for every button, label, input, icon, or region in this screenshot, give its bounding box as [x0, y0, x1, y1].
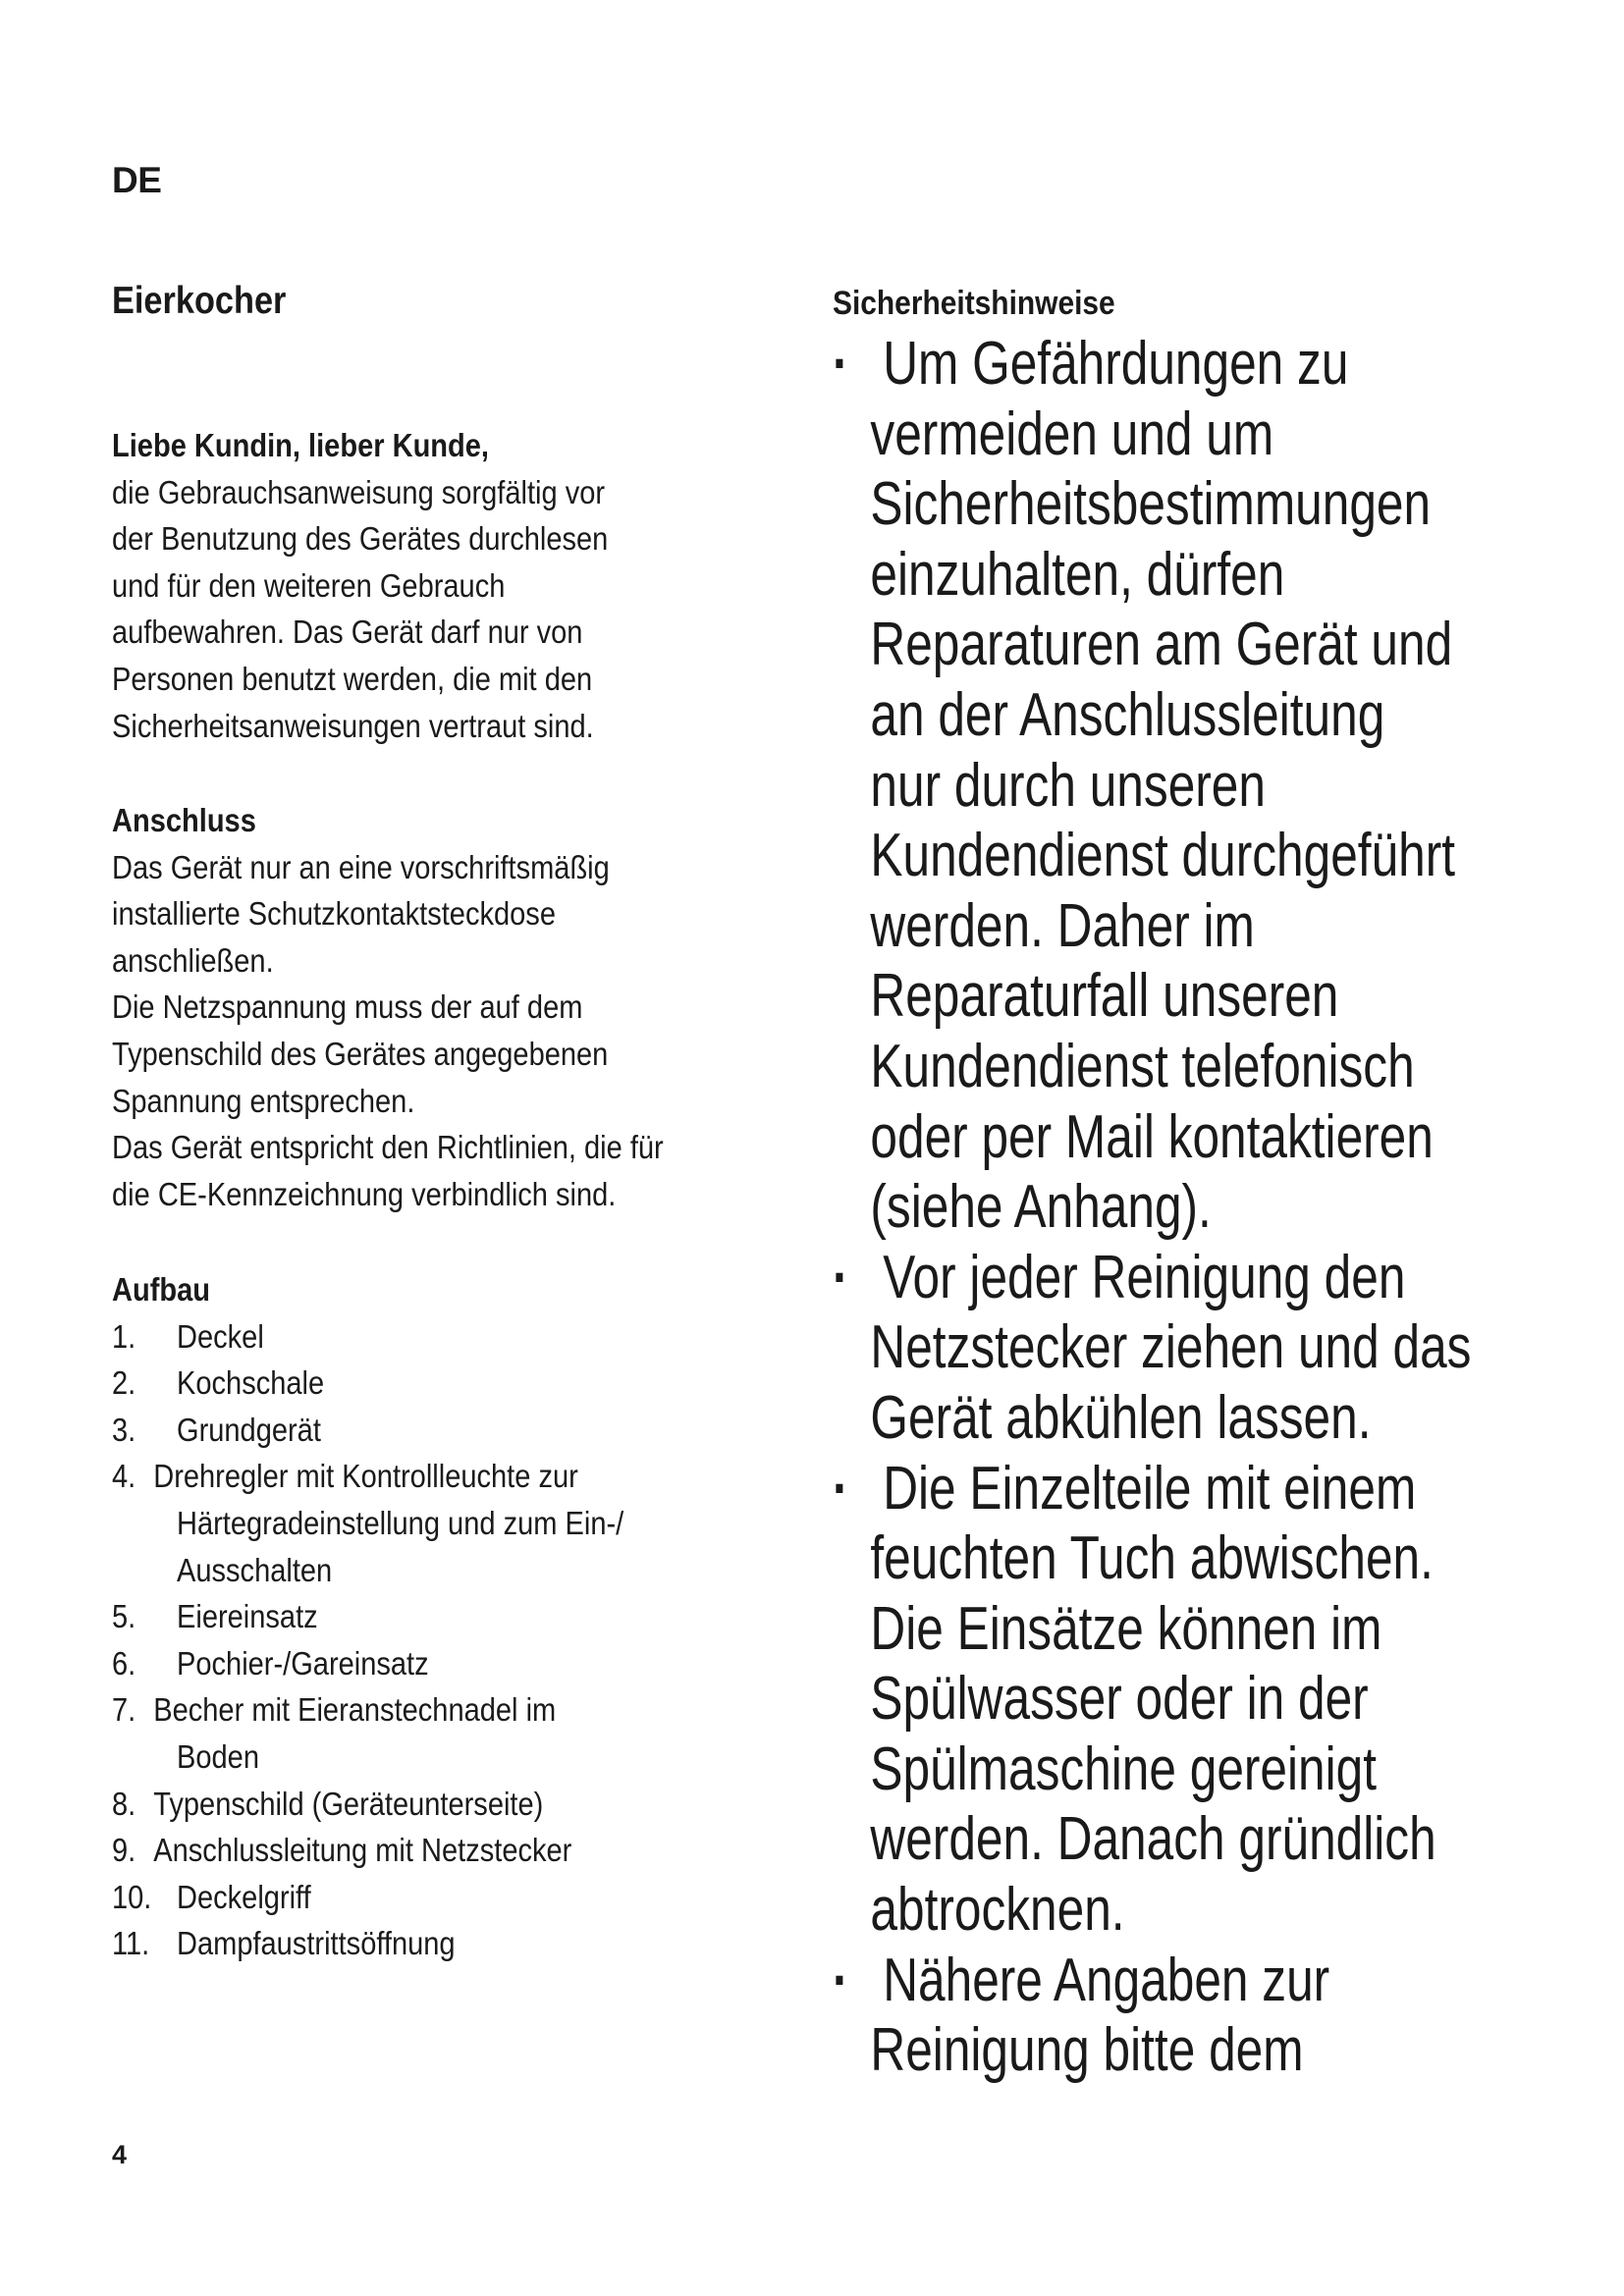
item-text: Deckel	[177, 1317, 264, 1355]
item-number: 10.	[112, 1878, 152, 1915]
item-number: 6.	[112, 1644, 136, 1682]
greeting-line: aufbewahren. Das Gerät darf nur von	[112, 614, 583, 651]
item-text: Drehregler mit Kontrollleuchte zur	[153, 1458, 578, 1495]
item-number: 1.	[112, 1317, 136, 1355]
safety-item	[833, 1946, 1598, 2086]
connection-line: Typenschild des Gerätes angegebenen	[112, 1035, 609, 1072]
safety-line: Spülwasser oder in der	[870, 1665, 1369, 1734]
item-number: 2.	[112, 1364, 136, 1402]
connection-line: installierte Schutzkontaktsteckdose	[112, 895, 556, 933]
connection-line: Die Netzspannung muss der auf dem	[112, 988, 583, 1026]
item-text: Dampfaustrittsöffnung	[177, 1925, 456, 1962]
safety-line: Kundendienst durchgeführt	[870, 822, 1456, 890]
safety-heading: Sicherheitshinweise	[833, 285, 1115, 322]
safety-line: · Vor jeder Reinigung den	[833, 1243, 1406, 1311]
bullet-icon: ·	[833, 1454, 849, 1522]
item-text: Typenschild (Geräteunterseite)	[153, 1785, 544, 1822]
item-text: Grundgerät	[177, 1411, 321, 1448]
safety-line: abtrocknen.	[870, 1876, 1125, 1945]
safety-item	[833, 329, 1598, 1243]
connection-line: anschließen.	[112, 941, 274, 979]
item-text: Kochschale	[177, 1364, 325, 1402]
connection-heading: Anschluss	[112, 802, 256, 838]
safety-item	[833, 1454, 1598, 1946]
list-item	[112, 1920, 769, 1967]
list-item	[112, 1593, 769, 1640]
safety-line: vermeiden und um	[870, 400, 1274, 468]
safety-line: Gerät abkühlen lassen.	[870, 1383, 1372, 1452]
safety-line: Reinigung bitte dem	[870, 2016, 1304, 2085]
connection-section	[112, 797, 858, 1217]
item-number: 11.	[112, 1925, 150, 1962]
item-text-continued: Ausschalten	[177, 1551, 333, 1588]
item-text: Deckelgriff	[177, 1878, 311, 1915]
page-title: Eierkocher	[112, 280, 287, 322]
list-item	[112, 1407, 769, 1454]
safety-line: an der Anschlussleitung	[870, 680, 1385, 749]
safety-line: Spülmaschine gereinigt	[870, 1735, 1377, 1803]
connection-line: Das Gerät nur an eine vorschriftsmäßig	[112, 848, 610, 885]
bullet-icon: ·	[833, 1946, 849, 2014]
item-text: Pochier-/Gareinsatz	[177, 1644, 429, 1682]
greeting-line: Sicherheitsanweisungen vertraut sind.	[112, 707, 594, 744]
list-item	[112, 1313, 769, 1361]
bullet-icon: ·	[833, 1243, 849, 1311]
safety-line: werden. Daher im	[870, 891, 1255, 960]
greeting-line: der Benutzung des Gerätes durchlesen	[112, 520, 609, 558]
safety-line: Reparaturfall unseren	[870, 962, 1339, 1031]
safety-line: · Die Einzelteile mit einem	[833, 1454, 1417, 1522]
construction-section	[112, 1266, 858, 1967]
construction-heading: Aufbau	[112, 1271, 211, 1308]
list-item	[112, 1827, 769, 1874]
list-item	[112, 1453, 769, 1593]
connection-line: Spannung entsprechen.	[112, 1082, 415, 1119]
greeting-line: Personen benutzt werden, die mit den	[112, 660, 593, 697]
safety-line: nur durch unseren	[870, 751, 1266, 820]
item-number: 5.	[112, 1598, 136, 1635]
safety-line: feuchten Tuch abwischen.	[870, 1524, 1434, 1593]
list-item	[112, 1874, 769, 1921]
list-item	[112, 1640, 769, 1687]
safety-notes	[833, 329, 1598, 2086]
greeting-heading: Liebe Kundin, lieber Kunde,	[112, 427, 490, 463]
safety-line: Kundendienst telefonisch	[870, 1032, 1415, 1100]
page-number: 4	[112, 2140, 128, 2169]
item-number: 4.	[112, 1458, 136, 1495]
safety-line: einzuhalten, dürfen	[870, 540, 1285, 609]
item-number: 7.	[112, 1691, 136, 1729]
list-item	[112, 1686, 769, 1780]
bullet-icon: ·	[833, 330, 849, 398]
safety-item	[833, 1243, 1598, 1454]
safety-line: Reparaturen am Gerät und	[870, 611, 1453, 679]
item-text: Anschlussleitung mit Netzstecker	[153, 1832, 572, 1869]
greeting-line: und für den weiteren Gebrauch	[112, 566, 506, 604]
item-text-continued: Härtegradeinstellung und zum Ein-/	[177, 1504, 624, 1541]
connection-line: die CE-Kennzeichnung verbindlich sind.	[112, 1175, 617, 1212]
safety-line: · Nähere Angaben zur	[833, 1946, 1330, 2014]
greeting-line: die Gebrauchsanweisung sorgfältig vor	[112, 473, 606, 510]
safety-line: Netzstecker ziehen und das	[870, 1313, 1472, 1382]
connection-line: Das Gerät entspricht den Richtlinien, die für	[112, 1129, 664, 1166]
list-item	[112, 1360, 769, 1407]
safety-line: oder per Mail kontaktieren	[870, 1102, 1434, 1171]
language-code: DE	[112, 160, 162, 200]
greeting-section	[112, 422, 858, 749]
item-text: Eiereinsatz	[177, 1598, 318, 1635]
safety-line: werden. Danach gründlich	[870, 1805, 1436, 1874]
parts-list	[112, 1313, 769, 1967]
safety-line: · Um Gefährdungen zu	[833, 330, 1349, 398]
list-item	[112, 1781, 769, 1828]
safety-line: Sicherheitsbestimmungen	[870, 470, 1432, 539]
item-number: 3.	[112, 1411, 136, 1448]
safety-line: Die Einsätze können im	[870, 1594, 1382, 1663]
item-text: Becher mit Eieranstechnadel im	[153, 1691, 557, 1729]
safety-line: (siehe Anhang).	[870, 1173, 1212, 1242]
item-number: 9.	[112, 1832, 136, 1869]
item-text-continued: Boden	[177, 1737, 259, 1775]
item-number: 8.	[112, 1785, 136, 1822]
